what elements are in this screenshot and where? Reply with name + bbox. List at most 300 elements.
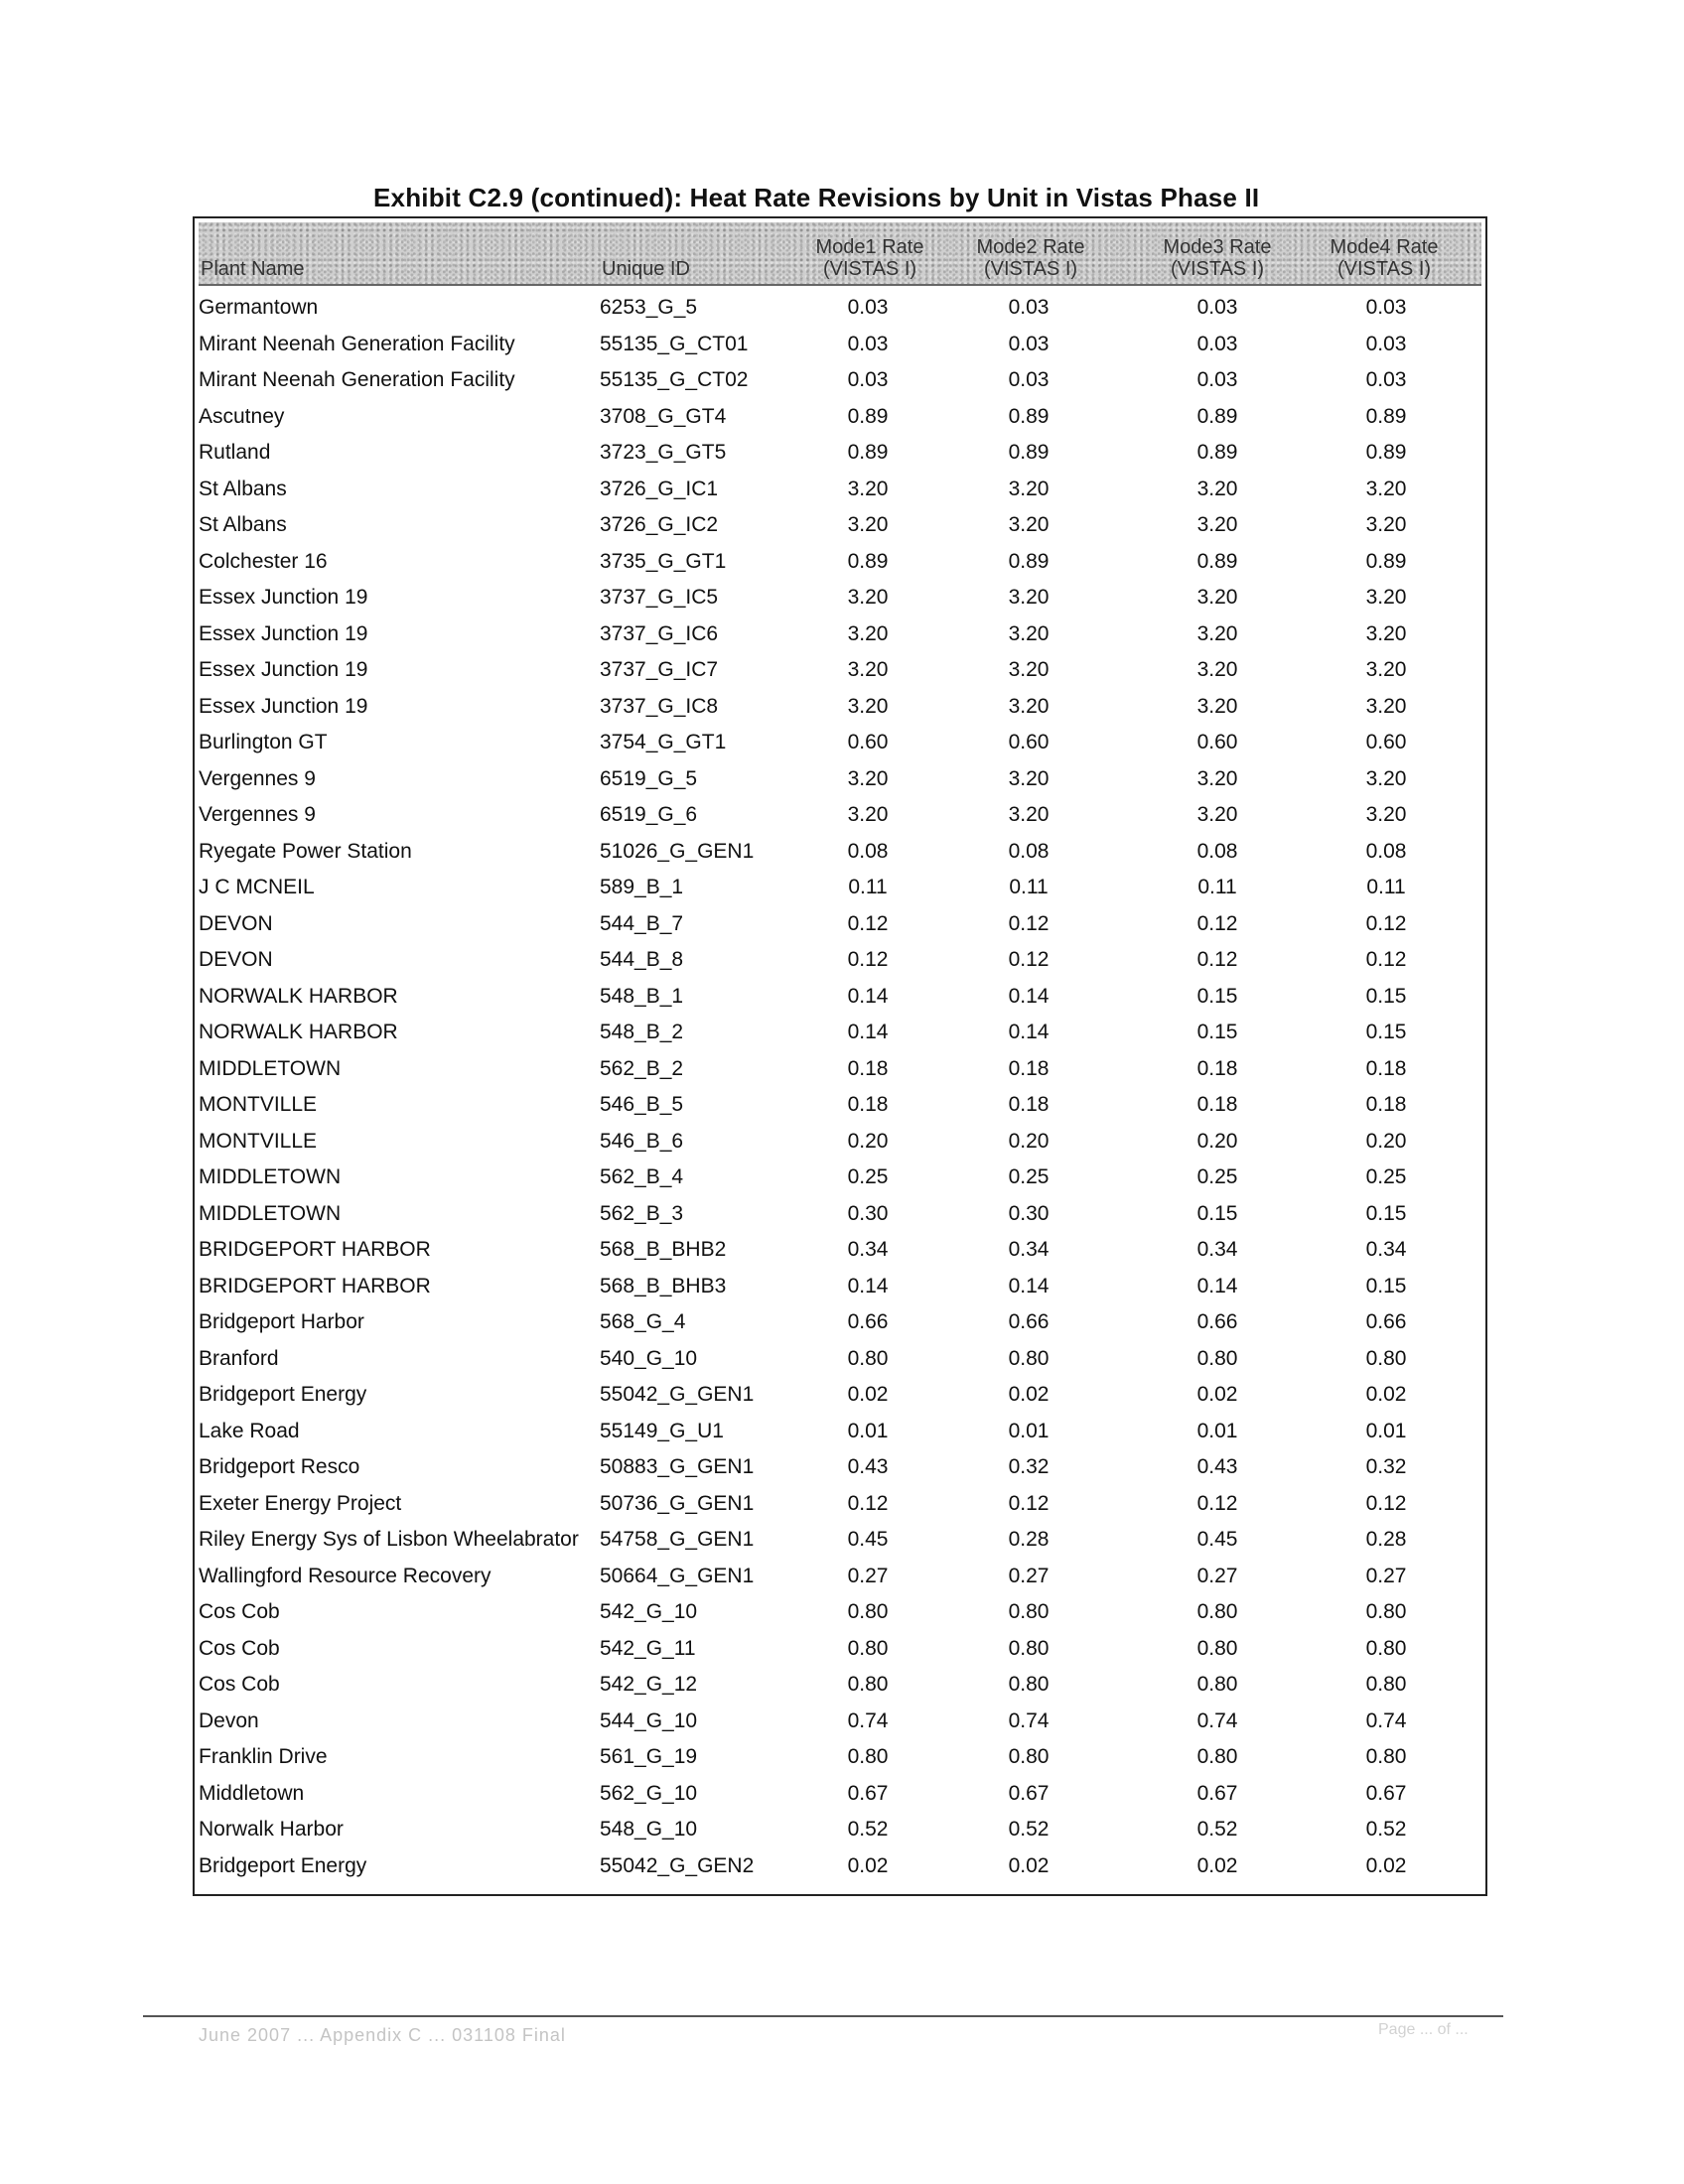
unique-id-cell: 3726_G_IC2 — [600, 513, 719, 536]
table-row — [195, 327, 1485, 362]
mode4-rate-cell: 0.60 — [1365, 731, 1407, 753]
plant-name-cell: Devon — [199, 1708, 259, 1732]
table-row — [195, 942, 1485, 978]
mode2-rate-cell: 0.27 — [1008, 1564, 1050, 1587]
mode1-rate-cell: 3.20 — [847, 766, 889, 790]
unique-id-cell: 542_G_10 — [600, 1600, 698, 1623]
unique-id-cell: 50736_G_GEN1 — [600, 1491, 755, 1515]
mode4-rate-cell: 0.15 — [1365, 984, 1407, 1008]
mode3-rate-cell: 0.60 — [1196, 731, 1238, 753]
plant-name-cell: Essex Junction 19 — [199, 621, 368, 645]
table-row — [195, 797, 1485, 833]
plant-name-cell: Lake Road — [199, 1419, 300, 1442]
unique-id-cell: 562_B_4 — [600, 1165, 684, 1188]
mode1-rate-cell: 0.45 — [847, 1528, 889, 1551]
page-title: Exhibit C2.9 (continued): Heat Rate Revisions by Unit in Vistas Phase II — [373, 183, 1260, 212]
mode1-rate-cell: 0.18 — [847, 1093, 889, 1116]
plant-name-cell: Cos Cob — [199, 1636, 280, 1660]
mode3-rate-cell: 0.12 — [1196, 911, 1238, 935]
mode4-rate-cell: 0.12 — [1365, 911, 1407, 935]
mode4-rate-cell: 0.03 — [1365, 332, 1407, 355]
unique-id-cell: 542_G_11 — [600, 1636, 696, 1660]
mode4-rate-cell: 0.80 — [1365, 1636, 1407, 1660]
mode1-rate-cell: 3.20 — [847, 621, 889, 645]
column-header-mode3-line1: Mode3 Rate — [1163, 236, 1272, 258]
mode2-rate-cell: 0.12 — [1008, 948, 1050, 971]
mode2-rate-cell: 0.80 — [1008, 1636, 1050, 1660]
mode2-rate-cell: 0.14 — [1008, 984, 1050, 1008]
mode1-rate-cell: 0.34 — [847, 1238, 889, 1261]
table-row — [195, 1124, 1485, 1160]
mode1-rate-cell: 0.03 — [847, 368, 889, 391]
table-row — [195, 1667, 1485, 1703]
table-row — [195, 1739, 1485, 1775]
mode1-rate-cell: 3.20 — [847, 658, 889, 681]
mode1-rate-cell: 3.20 — [847, 803, 889, 826]
unique-id-cell: 544_B_8 — [600, 948, 684, 971]
mode4-rate-cell: 0.18 — [1365, 1056, 1407, 1080]
plant-name-cell: Riley Energy Sys of Lisbon Wheelabrator — [199, 1528, 579, 1551]
mode1-rate-cell: 0.80 — [847, 1673, 889, 1696]
unique-id-cell: 3735_G_GT1 — [600, 549, 727, 573]
column-header-mode1 — [810, 236, 929, 280]
table-row — [195, 544, 1485, 580]
unique-id-cell: 3737_G_IC8 — [600, 694, 719, 718]
mode3-rate-cell: 3.20 — [1196, 766, 1238, 790]
mode4-rate-cell: 3.20 — [1365, 586, 1407, 609]
plant-name-cell: Ascutney — [199, 404, 285, 428]
mode2-rate-cell: 0.02 — [1008, 1853, 1050, 1877]
mode4-rate-cell: 0.08 — [1365, 839, 1407, 863]
mode2-rate-cell: 0.08 — [1008, 839, 1050, 863]
mode3-rate-cell: 0.18 — [1196, 1056, 1238, 1080]
mode1-rate-cell: 0.43 — [847, 1455, 889, 1478]
mode3-rate-cell: 0.14 — [1196, 1274, 1238, 1297]
unique-id-cell: 55135_G_CT01 — [600, 332, 749, 355]
unique-id-cell: 54758_G_GEN1 — [600, 1528, 755, 1551]
unique-id-cell: 3737_G_IC5 — [600, 586, 719, 609]
mode4-rate-cell: 3.20 — [1365, 621, 1407, 645]
mode4-rate-cell: 0.15 — [1365, 1021, 1407, 1043]
mode3-rate-cell: 3.20 — [1196, 694, 1238, 718]
table-row — [195, 290, 1485, 326]
mode3-rate-cell: 0.52 — [1196, 1818, 1238, 1841]
table-row — [195, 1269, 1485, 1304]
unique-id-cell: 6253_G_5 — [600, 296, 698, 319]
mode4-rate-cell: 0.89 — [1365, 549, 1407, 573]
plant-name-cell: St Albans — [199, 513, 287, 536]
unique-id-cell: 55149_G_U1 — [600, 1419, 724, 1442]
mode1-rate-cell: 0.01 — [847, 1419, 889, 1442]
column-header-mode4-line1: Mode4 Rate — [1330, 236, 1439, 258]
mode3-rate-cell: 0.20 — [1196, 1129, 1238, 1153]
mode3-rate-cell: 0.11 — [1197, 876, 1237, 898]
mode1-rate-cell: 0.80 — [847, 1346, 889, 1370]
unique-id-cell: 6519_G_5 — [600, 766, 698, 790]
mode4-rate-cell: 0.27 — [1365, 1564, 1407, 1587]
mode1-rate-cell: 0.14 — [847, 1274, 889, 1297]
mode2-rate-cell: 3.20 — [1008, 803, 1050, 826]
plant-name-cell: Vergennes 9 — [199, 803, 316, 826]
table-row — [195, 472, 1485, 507]
unique-id-cell: 562_B_2 — [600, 1056, 684, 1080]
mode2-rate-cell: 3.20 — [1008, 621, 1050, 645]
plant-name-cell: Vergennes 9 — [199, 766, 316, 790]
table-row — [195, 1051, 1485, 1087]
table-row — [195, 435, 1485, 471]
table-row — [195, 399, 1485, 435]
mode1-rate-cell: 0.12 — [847, 948, 889, 971]
column-header-mode4 — [1325, 236, 1444, 280]
mode4-rate-cell: 0.02 — [1365, 1853, 1407, 1877]
unique-id-cell: 544_G_10 — [600, 1708, 698, 1732]
mode1-rate-cell: 0.66 — [847, 1310, 889, 1333]
table-row — [195, 761, 1485, 797]
mode2-rate-cell: 3.20 — [1008, 658, 1050, 681]
mode3-rate-cell: 0.43 — [1196, 1455, 1238, 1478]
table-row — [195, 689, 1485, 725]
mode1-rate-cell: 0.80 — [847, 1745, 889, 1768]
mode4-rate-cell: 0.32 — [1365, 1455, 1407, 1478]
plant-name-cell: Mirant Neenah Generation Facility — [199, 332, 515, 355]
plant-name-cell: MIDDLETOWN — [199, 1165, 342, 1188]
table-row — [195, 580, 1485, 615]
mode3-rate-cell: 0.02 — [1196, 1853, 1238, 1877]
unique-id-cell: 3754_G_GT1 — [600, 731, 727, 753]
mode2-rate-cell: 0.03 — [1008, 368, 1050, 391]
plant-name-cell: DEVON — [199, 948, 273, 971]
mode4-rate-cell: 0.15 — [1365, 1201, 1407, 1225]
unique-id-cell: 3708_G_GT4 — [600, 404, 727, 428]
mode2-rate-cell: 0.52 — [1008, 1818, 1050, 1841]
table-row — [195, 1776, 1485, 1812]
table-row — [195, 834, 1485, 870]
mode4-rate-cell: 0.34 — [1365, 1238, 1407, 1261]
mode2-rate-cell: 0.12 — [1008, 911, 1050, 935]
mode1-rate-cell: 0.80 — [847, 1600, 889, 1623]
mode2-rate-cell: 0.74 — [1008, 1708, 1050, 1732]
plant-name-cell: Cos Cob — [199, 1600, 280, 1623]
mode1-rate-cell: 0.14 — [847, 984, 889, 1008]
mode3-rate-cell: 3.20 — [1196, 803, 1238, 826]
unique-id-cell: 3737_G_IC6 — [600, 621, 719, 645]
table-row — [195, 1848, 1485, 1884]
plant-name-cell: MONTVILLE — [199, 1093, 318, 1116]
mode2-rate-cell: 0.66 — [1008, 1310, 1050, 1333]
mode3-rate-cell: 0.15 — [1196, 1201, 1238, 1225]
plant-name-cell: Cos Cob — [199, 1673, 280, 1696]
mode3-rate-cell: 0.25 — [1196, 1165, 1238, 1188]
plant-name-cell: Germantown — [199, 296, 319, 319]
mode3-rate-cell: 0.02 — [1196, 1383, 1238, 1406]
column-header-plant-name: Plant Name — [201, 258, 305, 280]
mode1-rate-cell: 0.89 — [847, 549, 889, 573]
mode1-rate-cell: 3.20 — [847, 513, 889, 536]
plant-name-cell: Mirant Neenah Generation Facility — [199, 368, 515, 391]
plant-name-cell: Bridgeport Resco — [199, 1455, 360, 1478]
table-row — [195, 362, 1485, 398]
column-header-mode2 — [971, 236, 1090, 280]
mode1-rate-cell: 0.03 — [847, 332, 889, 355]
mode4-rate-cell: 0.89 — [1365, 404, 1407, 428]
mode1-rate-cell: 0.30 — [847, 1201, 889, 1225]
table-row — [195, 1232, 1485, 1268]
mode1-rate-cell: 0.20 — [847, 1129, 889, 1153]
mode3-rate-cell: 0.45 — [1196, 1528, 1238, 1551]
mode1-rate-cell: 3.20 — [847, 694, 889, 718]
mode1-rate-cell: 0.18 — [847, 1056, 889, 1080]
mode4-rate-cell: 0.18 — [1365, 1093, 1407, 1116]
column-header-mode1-line1: Mode1 Rate — [815, 236, 924, 258]
mode4-rate-cell: 3.20 — [1365, 803, 1407, 826]
table-row — [195, 979, 1485, 1015]
mode2-rate-cell: 0.25 — [1008, 1165, 1050, 1188]
plant-name-cell: Wallingford Resource Recovery — [199, 1564, 491, 1587]
plant-name-cell: Rutland — [199, 441, 271, 464]
unique-id-cell: 568_G_4 — [600, 1310, 686, 1333]
plant-name-cell: Bridgeport Harbor — [199, 1310, 364, 1333]
mode4-rate-cell: 0.03 — [1365, 296, 1407, 319]
plant-name-cell: Bridgeport Energy — [199, 1383, 367, 1406]
mode3-rate-cell: 0.15 — [1196, 984, 1238, 1008]
table-row — [195, 1486, 1485, 1522]
unique-id-cell: 548_B_2 — [600, 1021, 684, 1043]
table-row — [195, 1559, 1485, 1594]
mode1-rate-cell: 0.11 — [848, 876, 888, 898]
table-row — [195, 870, 1485, 905]
mode1-rate-cell: 0.25 — [847, 1165, 889, 1188]
mode4-rate-cell: 0.89 — [1365, 441, 1407, 464]
mode4-rate-cell: 0.66 — [1365, 1310, 1407, 1333]
unique-id-cell: 3723_G_GT5 — [600, 441, 727, 464]
mode3-rate-cell: 0.27 — [1196, 1564, 1238, 1587]
mode4-rate-cell: 0.02 — [1365, 1383, 1407, 1406]
mode2-rate-cell: 0.89 — [1008, 549, 1050, 573]
column-header-mode3 — [1158, 236, 1277, 280]
table-row — [195, 1449, 1485, 1485]
mode2-rate-cell: 0.03 — [1008, 296, 1050, 319]
plant-name-cell: NORWALK HARBOR — [199, 1021, 398, 1043]
mode2-rate-cell: 3.20 — [1008, 586, 1050, 609]
plant-name-cell: NORWALK HARBOR — [199, 984, 398, 1008]
mode3-rate-cell: 0.15 — [1196, 1021, 1238, 1043]
plant-name-cell: MIDDLETOWN — [199, 1201, 342, 1225]
mode1-rate-cell: 0.89 — [847, 404, 889, 428]
mode4-rate-cell: 0.12 — [1365, 1491, 1407, 1515]
mode1-rate-cell: 0.27 — [847, 1564, 889, 1587]
plant-name-cell: Essex Junction 19 — [199, 658, 368, 681]
mode3-rate-cell: 0.34 — [1196, 1238, 1238, 1261]
mode3-rate-cell: 0.80 — [1196, 1346, 1238, 1370]
table-row — [195, 725, 1485, 760]
unique-id-cell: 55042_G_GEN2 — [600, 1853, 755, 1877]
mode1-rate-cell: 0.52 — [847, 1818, 889, 1841]
mode3-rate-cell: 3.20 — [1196, 477, 1238, 500]
plant-name-cell: Norwalk Harbor — [199, 1818, 344, 1841]
mode2-rate-cell: 0.18 — [1008, 1093, 1050, 1116]
unique-id-cell: 55042_G_GEN1 — [600, 1383, 755, 1406]
unique-id-cell: 542_G_12 — [600, 1673, 698, 1696]
table-row — [195, 1812, 1485, 1847]
unique-id-cell: 3737_G_IC7 — [600, 658, 719, 681]
mode3-rate-cell: 3.20 — [1196, 513, 1238, 536]
mode2-rate-cell: 0.32 — [1008, 1455, 1050, 1478]
plant-name-cell: Colchester 16 — [199, 549, 328, 573]
mode4-rate-cell: 0.74 — [1365, 1708, 1407, 1732]
mode4-rate-cell: 0.80 — [1365, 1600, 1407, 1623]
mode3-rate-cell: 0.67 — [1196, 1781, 1238, 1805]
mode1-rate-cell: 0.80 — [847, 1636, 889, 1660]
plant-name-cell: Burlington GT — [199, 731, 328, 753]
mode2-rate-cell: 3.20 — [1008, 766, 1050, 790]
table-row — [195, 1015, 1485, 1050]
unique-id-cell: 6519_G_6 — [600, 803, 698, 826]
mode4-rate-cell: 0.80 — [1365, 1346, 1407, 1370]
mode3-rate-cell: 0.66 — [1196, 1310, 1238, 1333]
table-row — [195, 1341, 1485, 1377]
plant-name-cell: St Albans — [199, 477, 287, 500]
plant-name-cell: Essex Junction 19 — [199, 694, 368, 718]
plant-name-cell: DEVON — [199, 911, 273, 935]
mode2-rate-cell: 0.02 — [1008, 1383, 1050, 1406]
plant-name-cell: Branford — [199, 1346, 279, 1370]
unique-id-cell: 50883_G_GEN1 — [600, 1455, 755, 1478]
mode4-rate-cell: 0.28 — [1365, 1528, 1407, 1551]
mode3-rate-cell: 0.80 — [1196, 1636, 1238, 1660]
plant-name-cell: BRIDGEPORT HARBOR — [199, 1238, 431, 1261]
unique-id-cell: 546_B_5 — [600, 1093, 684, 1116]
mode4-rate-cell: 0.67 — [1365, 1781, 1407, 1805]
mode4-rate-cell: 0.20 — [1365, 1129, 1407, 1153]
unique-id-cell: 546_B_6 — [600, 1129, 684, 1153]
mode2-rate-cell: 0.80 — [1008, 1346, 1050, 1370]
mode2-rate-cell: 0.20 — [1008, 1129, 1050, 1153]
unique-id-cell: 55135_G_CT02 — [600, 368, 749, 391]
mode2-rate-cell: 0.80 — [1008, 1600, 1050, 1623]
table-row — [195, 1704, 1485, 1739]
plant-name-cell: Middletown — [199, 1781, 305, 1805]
table-row — [195, 906, 1485, 942]
table-row — [195, 1377, 1485, 1413]
table-row — [195, 1594, 1485, 1630]
unique-id-cell: 561_G_19 — [600, 1745, 698, 1768]
plant-name-cell: BRIDGEPORT HARBOR — [199, 1274, 431, 1297]
mode4-rate-cell: 3.20 — [1365, 513, 1407, 536]
mode4-rate-cell: 3.20 — [1365, 694, 1407, 718]
mode3-rate-cell: 0.89 — [1196, 404, 1238, 428]
mode2-rate-cell: 0.89 — [1008, 441, 1050, 464]
mode2-rate-cell: 0.14 — [1008, 1021, 1050, 1043]
unique-id-cell: 544_B_7 — [600, 911, 684, 935]
mode2-rate-cell: 0.30 — [1008, 1201, 1050, 1225]
column-header-mode4-line2: (VISTAS I) — [1336, 258, 1432, 280]
mode4-rate-cell: 0.80 — [1365, 1745, 1407, 1768]
unique-id-cell: 50664_G_GEN1 — [600, 1564, 755, 1587]
table-header — [199, 222, 1481, 286]
mode3-rate-cell: 0.80 — [1196, 1745, 1238, 1768]
mode3-rate-cell: 0.18 — [1196, 1093, 1238, 1116]
plant-name-cell: Ryegate Power Station — [199, 839, 412, 863]
footer-page-number: Page ... of ... — [1378, 2021, 1469, 2038]
mode1-rate-cell: 3.20 — [847, 477, 889, 500]
mode1-rate-cell: 0.60 — [847, 731, 889, 753]
mode4-rate-cell: 0.12 — [1365, 948, 1407, 971]
column-header-mode3-line2: (VISTAS I) — [1170, 258, 1265, 280]
unique-id-cell: 562_G_10 — [600, 1781, 698, 1805]
mode3-rate-cell: 3.20 — [1196, 586, 1238, 609]
mode4-rate-cell: 0.25 — [1365, 1165, 1407, 1188]
heat-rate-table — [193, 216, 1487, 1896]
mode4-rate-cell: 0.80 — [1365, 1673, 1407, 1696]
unique-id-cell: 548_B_1 — [600, 984, 684, 1008]
mode4-rate-cell: 3.20 — [1365, 658, 1407, 681]
unique-id-cell: 568_B_BHB2 — [600, 1238, 727, 1261]
mode2-rate-cell: 3.20 — [1008, 477, 1050, 500]
plant-name-cell: MIDDLETOWN — [199, 1056, 342, 1080]
mode4-rate-cell: 0.15 — [1365, 1274, 1407, 1297]
mode3-rate-cell: 0.01 — [1196, 1419, 1238, 1442]
footer-left-text: June 2007 ... Appendix C ... 031108 Final — [199, 2025, 566, 2045]
mode1-rate-cell: 0.03 — [847, 296, 889, 319]
mode4-rate-cell: 3.20 — [1365, 477, 1407, 500]
unique-id-cell: 589_B_1 — [600, 876, 684, 898]
mode3-rate-cell: 0.03 — [1196, 296, 1238, 319]
mode2-rate-cell: 0.89 — [1008, 404, 1050, 428]
mode2-rate-cell: 3.20 — [1008, 694, 1050, 718]
table-row — [195, 1160, 1485, 1195]
table-row — [195, 652, 1485, 688]
mode1-rate-cell: 0.74 — [847, 1708, 889, 1732]
mode3-rate-cell: 3.20 — [1196, 621, 1238, 645]
mode4-rate-cell: 0.03 — [1365, 368, 1407, 391]
table-row — [195, 616, 1485, 652]
mode2-rate-cell: 0.80 — [1008, 1673, 1050, 1696]
unique-id-cell: 548_G_10 — [600, 1818, 698, 1841]
unique-id-cell: 3726_G_IC1 — [600, 477, 719, 500]
mode2-rate-cell: 0.12 — [1008, 1491, 1050, 1515]
mode4-rate-cell: 0.11 — [1366, 876, 1406, 898]
column-header-mode2-line2: (VISTAS I) — [983, 258, 1078, 280]
mode1-rate-cell: 0.12 — [847, 1491, 889, 1515]
table-row — [195, 1196, 1485, 1232]
column-header-mode2-line1: Mode2 Rate — [976, 236, 1085, 258]
mode1-rate-cell: 3.20 — [847, 586, 889, 609]
mode3-rate-cell: 0.80 — [1196, 1673, 1238, 1696]
unique-id-cell: 51026_G_GEN1 — [600, 839, 755, 863]
mode2-rate-cell: 0.14 — [1008, 1274, 1050, 1297]
unique-id-cell: 568_B_BHB3 — [600, 1274, 727, 1297]
mode3-rate-cell: 0.12 — [1196, 948, 1238, 971]
mode2-rate-cell: 0.11 — [1009, 876, 1049, 898]
mode2-rate-cell: 0.18 — [1008, 1056, 1050, 1080]
mode1-rate-cell: 0.02 — [847, 1853, 889, 1877]
table-row — [195, 1631, 1485, 1667]
mode2-rate-cell: 0.67 — [1008, 1781, 1050, 1805]
plant-name-cell: Franklin Drive — [199, 1745, 328, 1768]
mode1-rate-cell: 0.67 — [847, 1781, 889, 1805]
mode1-rate-cell: 0.08 — [847, 839, 889, 863]
plant-name-cell: Essex Junction 19 — [199, 586, 368, 609]
plant-name-cell: Bridgeport Energy — [199, 1853, 367, 1877]
table-row — [195, 1522, 1485, 1558]
column-header-mode1-line2: (VISTAS I) — [822, 258, 917, 280]
unique-id-cell: 540_G_10 — [600, 1346, 698, 1370]
table-row — [195, 1414, 1485, 1449]
footer-rule — [143, 2015, 1503, 2017]
mode1-rate-cell: 0.12 — [847, 911, 889, 935]
mode3-rate-cell: 0.08 — [1196, 839, 1238, 863]
mode2-rate-cell: 3.20 — [1008, 513, 1050, 536]
